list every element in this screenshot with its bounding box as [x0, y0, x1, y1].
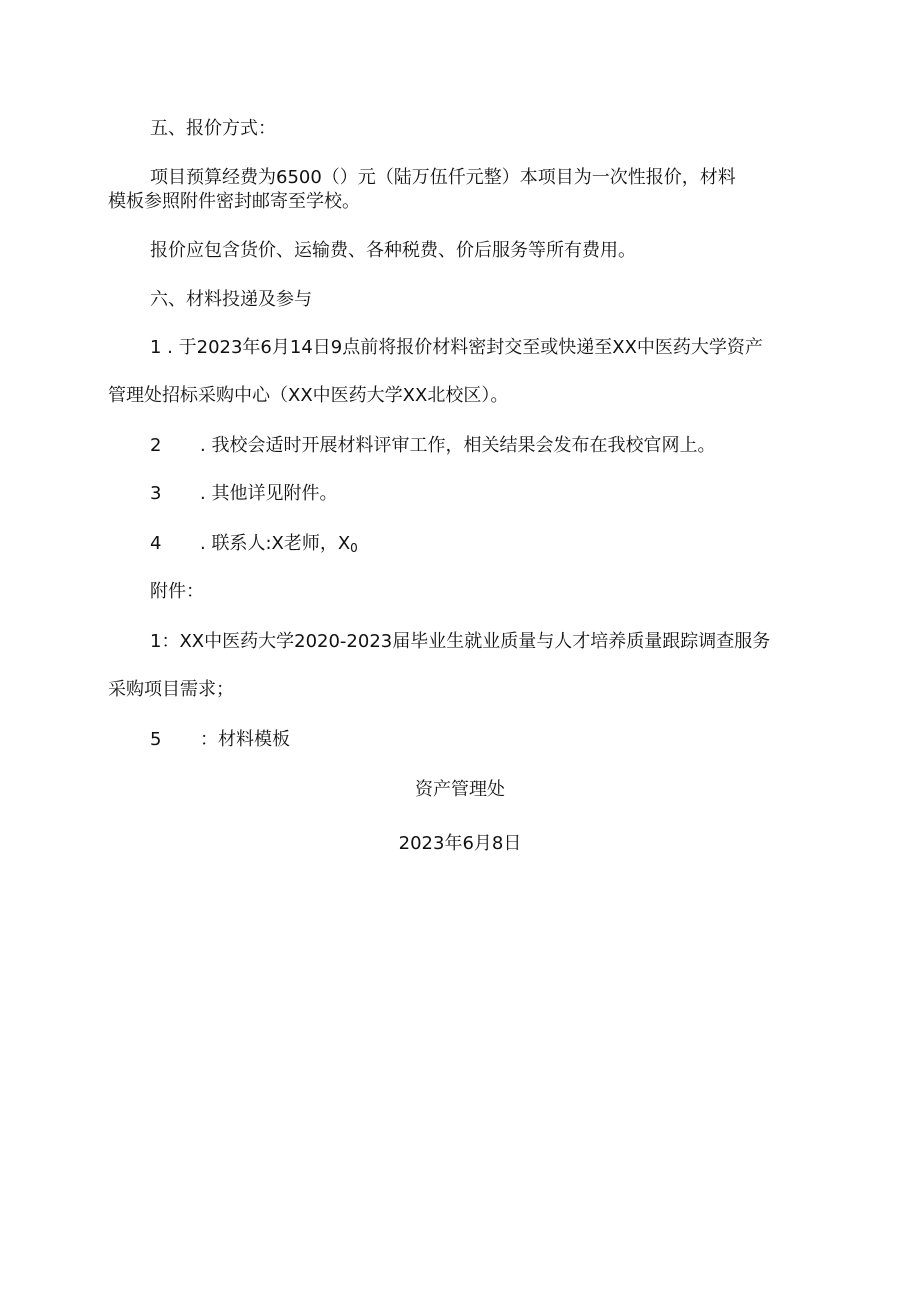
attachment2-number: 5	[150, 729, 162, 750]
item4-number: 4	[150, 533, 162, 554]
item2-number: 2	[150, 435, 162, 456]
signature-date: 2023年6月8日	[398, 833, 522, 854]
attachment1-line2: 采购项目需求；	[108, 679, 234, 700]
item4-subscript: 0	[350, 541, 358, 555]
item4-contact: . 联系人:X老师，X	[200, 533, 351, 554]
item2-text: . 我校会适时开展材料评审工作，相关结果会发布在我校官网上。	[200, 435, 716, 456]
quote-scope-paragraph: 报价应包含货价、运输费、各种税费、价后服务等所有费用。	[150, 240, 636, 261]
attachments-heading: 附件：	[150, 581, 204, 602]
item3-text: . 其他详见附件。	[200, 483, 338, 504]
attachment1-line1: 1：XX中医药大学2020-2023届毕业生就业质量与人才培养质量跟踪调查服务	[150, 631, 771, 652]
budget-paragraph-line1: 项目预算经费为6500（）元（陆万伍仟元整）本项目为一次性报价，材料	[150, 167, 736, 188]
item3-number: 3	[150, 483, 162, 504]
item1-line2: 管理处招标采购中心（XX中医药大学XX北校区）。	[108, 385, 509, 406]
section6-heading: 六、材料投递及参与	[150, 289, 312, 310]
budget-paragraph-line2: 模板参照附件密封邮寄至学校。	[108, 191, 360, 212]
item1-line1: 1 . 于2023年6月14日9点前将报价材料密封交至或快递至XX中医药大学资产	[150, 337, 763, 358]
attachment2-text: ：材料模板	[200, 729, 290, 750]
signature-department: 资产管理处	[415, 779, 505, 800]
section5-heading: 五、报价方式：	[150, 118, 276, 139]
item4-text	[200, 532, 358, 560]
